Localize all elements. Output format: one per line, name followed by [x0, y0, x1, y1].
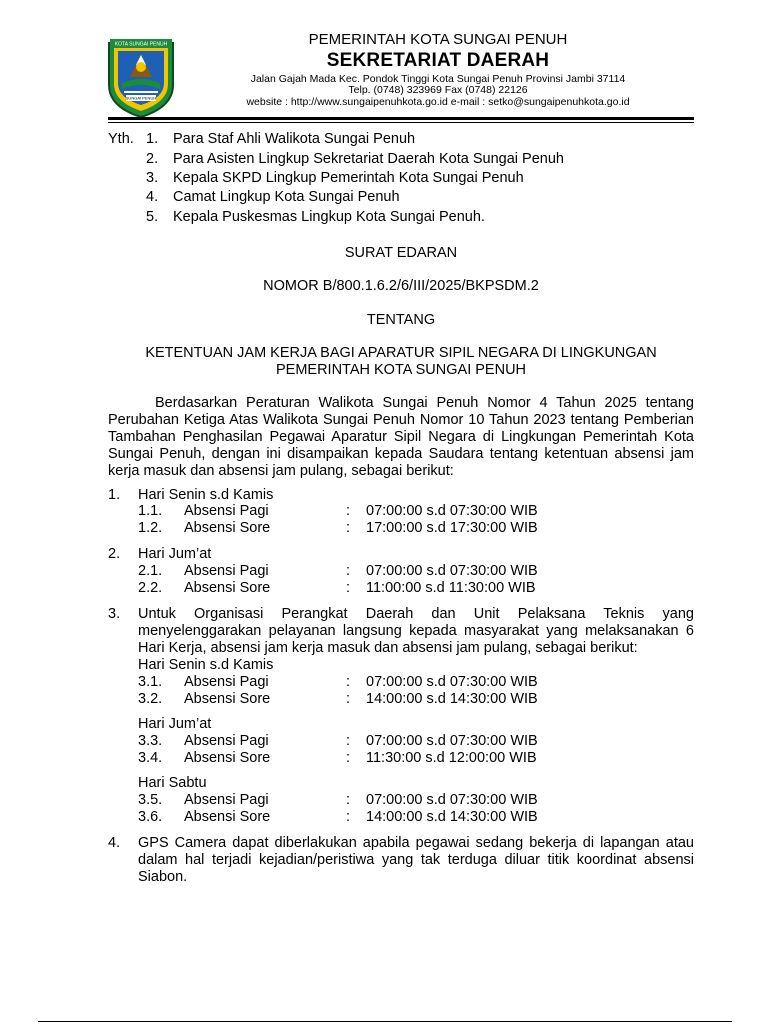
- schedule-label: Absensi Pagi: [184, 503, 269, 519]
- schedule-num: 2.1.: [138, 563, 163, 579]
- schedule-time: 07:00:00 s.d 07:30:00 WIB: [366, 563, 538, 579]
- recipient-text: Para Asisten Lingkup Sekretariat Daerah Kota Sungai Penuh: [173, 151, 564, 167]
- schedule-num: 2.2.: [138, 580, 163, 596]
- schedule-num: 1.2.: [138, 520, 163, 536]
- recipient-text: Kepala Puskesmas Lingkup Kota Sungai Penuh.: [173, 209, 485, 225]
- schedule-colon: :: [346, 674, 351, 690]
- schedule-time: 11:30:00 s.d 12:00:00 WIB: [366, 750, 537, 766]
- schedule-label: Absensi Sore: [184, 809, 271, 825]
- letter-type: SURAT EDARAN: [344, 245, 458, 261]
- letter-subject-line2: PEMERINTAH KOTA SUNGAI PENUH: [275, 362, 527, 378]
- schedule-colon: :: [346, 733, 351, 749]
- recipient-num: 1.: [146, 131, 159, 147]
- schedule-time: 14:00:00 s.d 14:30:00 WIB: [366, 809, 538, 825]
- recipient-text: Kepala SKPD Lingkup Pemerintah Kota Sungai Penuh: [173, 170, 524, 186]
- schedule-num: 3.2.: [138, 691, 163, 707]
- schedule-colon: :: [346, 503, 351, 519]
- city-emblem-logo: [106, 37, 176, 119]
- schedule-time: 07:00:00 s.d 07:30:00 WIB: [366, 674, 538, 690]
- letter-subject-line1: KETENTUAN JAM KERJA BAGI APARATUR SIPIL NEGARA DI LINGKUNGAN: [145, 345, 657, 361]
- schedule-time: 07:00:00 s.d 07:30:00 WIB: [366, 733, 538, 749]
- schedule-label: Absensi Sore: [184, 691, 271, 707]
- schedule-colon: :: [346, 520, 351, 536]
- point-title: Hari Senin s.d Kamis: [138, 487, 274, 503]
- schedule-time: 14:00:00 s.d 14:30:00 WIB: [366, 691, 538, 707]
- letterhead-thin-rule: [108, 122, 694, 123]
- schedule-label: Absensi Pagi: [184, 563, 269, 579]
- schedule-label: Absensi Pagi: [184, 792, 269, 808]
- letterhead-web-email: website : http://www.sungaipenuhkota.go.id e-mail : setko@sungaipenuhkota.go.id: [246, 96, 630, 108]
- point-text: GPS Camera dapat diberlakukan apabila pegawai sedang bekerja di lapangan atau dalam hal terjadi kejadian/peristiwa yang tak terduga diluar titik koordinat absensi Siabon.: [138, 835, 694, 885]
- recipient-text: Camat Lingkup Kota Sungai Penuh: [173, 189, 400, 205]
- letterhead-thick-rule: [108, 117, 694, 120]
- schedule-label: Absensi Pagi: [184, 674, 269, 690]
- recipient-num: 3.: [146, 170, 159, 186]
- point-title: Hari Jum’at: [138, 546, 212, 562]
- point-text: Untuk Organisasi Perangkat Daerah dan Unit Pelaksana Teknis yang menyelenggarakan pelayanan langsung kepada masyarakat yang melaksanakan 6 Hari Kerja, absensi jam kerja masuk dan absensi jam pulang, sebagai berikut:: [138, 606, 694, 656]
- recipient-prefix: Yth.: [108, 131, 134, 147]
- point-number: 1.: [108, 487, 121, 503]
- point-number: 2.: [108, 546, 121, 562]
- group-title: Hari Jum’at: [138, 716, 212, 732]
- schedule-num: 3.1.: [138, 674, 163, 690]
- recipient-num: 2.: [146, 151, 159, 167]
- letterhead-office: SEKRETARIAT DAERAH: [326, 50, 550, 71]
- recipient-text: Para Staf Ahli Walikota Sungai Penuh: [173, 131, 416, 147]
- recipient-num: 5.: [146, 209, 159, 225]
- schedule-colon: :: [346, 809, 351, 825]
- letterhead-phone: Telp. (0748) 323969 Fax (0748) 22126: [348, 84, 528, 96]
- schedule-time: 11:00:00 s.d 11:30:00 WIB: [366, 580, 536, 596]
- schedule-num: 1.1.: [138, 503, 163, 519]
- recipient-num: 4.: [146, 189, 159, 205]
- schedule-colon: :: [346, 792, 351, 808]
- logo-text: KOTA SUNGAI PENUH: [114, 41, 168, 48]
- footer-rule: [38, 1021, 732, 1022]
- schedule-num: 3.4.: [138, 750, 163, 766]
- schedule-time: 07:00:00 s.d 07:30:00 WIB: [366, 792, 538, 808]
- schedule-label: Absensi Pagi: [184, 733, 269, 749]
- letterhead-government: PEMERINTAH KOTA SUNGAI PENUH: [308, 31, 568, 48]
- schedule-time: 07:00:00 s.d 07:30:00 WIB: [366, 503, 538, 519]
- schedule-time: 17:00:00 s.d 17:30:00 WIB: [366, 520, 538, 536]
- schedule-num: 3.6.: [138, 809, 163, 825]
- logo-motto: SUNGAI PENUH: [125, 95, 157, 101]
- schedule-label: Absensi Sore: [184, 750, 271, 766]
- schedule-colon: :: [346, 691, 351, 707]
- group-title: Hari Sabtu: [138, 775, 207, 791]
- letter-about-label: TENTANG: [366, 312, 436, 328]
- schedule-colon: :: [346, 750, 351, 766]
- letter-number: NOMOR B/800.1.6.2/6/III/2025/BKPSDM.2: [263, 278, 539, 294]
- group-title: Hari Senin s.d Kamis: [138, 657, 274, 673]
- schedule-num: 3.3.: [138, 733, 163, 749]
- schedule-label: Absensi Sore: [184, 580, 271, 596]
- schedule-num: 3.5.: [138, 792, 163, 808]
- schedule-colon: :: [346, 580, 351, 596]
- point-number: 4.: [108, 835, 121, 851]
- letterhead-address: Jalan Gajah Mada Kec. Pondok Tinggi Kota Sungai Penuh Provinsi Jambi 37114: [250, 73, 626, 85]
- schedule-label: Absensi Sore: [184, 520, 271, 536]
- point-number: 3.: [108, 606, 121, 622]
- intro-paragraph: Berdasarkan Peraturan Walikota Sungai Penuh Nomor 4 Tahun 2025 tentang Perubahan Ketiga Atas Walikota Sungai Penuh Nomor 10 Tahun 2023 tentang Pemberian Tambahan Penghasilan Pegawai Aparatur Sipil Negara di Lingkungan Pemerintah Kota Sungai Penuh, dengan ini disampaikan kepada Saudara tentang ketentuan absensi jam kerja masuk dan absensi jam pulang, sebagai berikut:: [108, 395, 694, 479]
- schedule-colon: :: [346, 563, 351, 579]
